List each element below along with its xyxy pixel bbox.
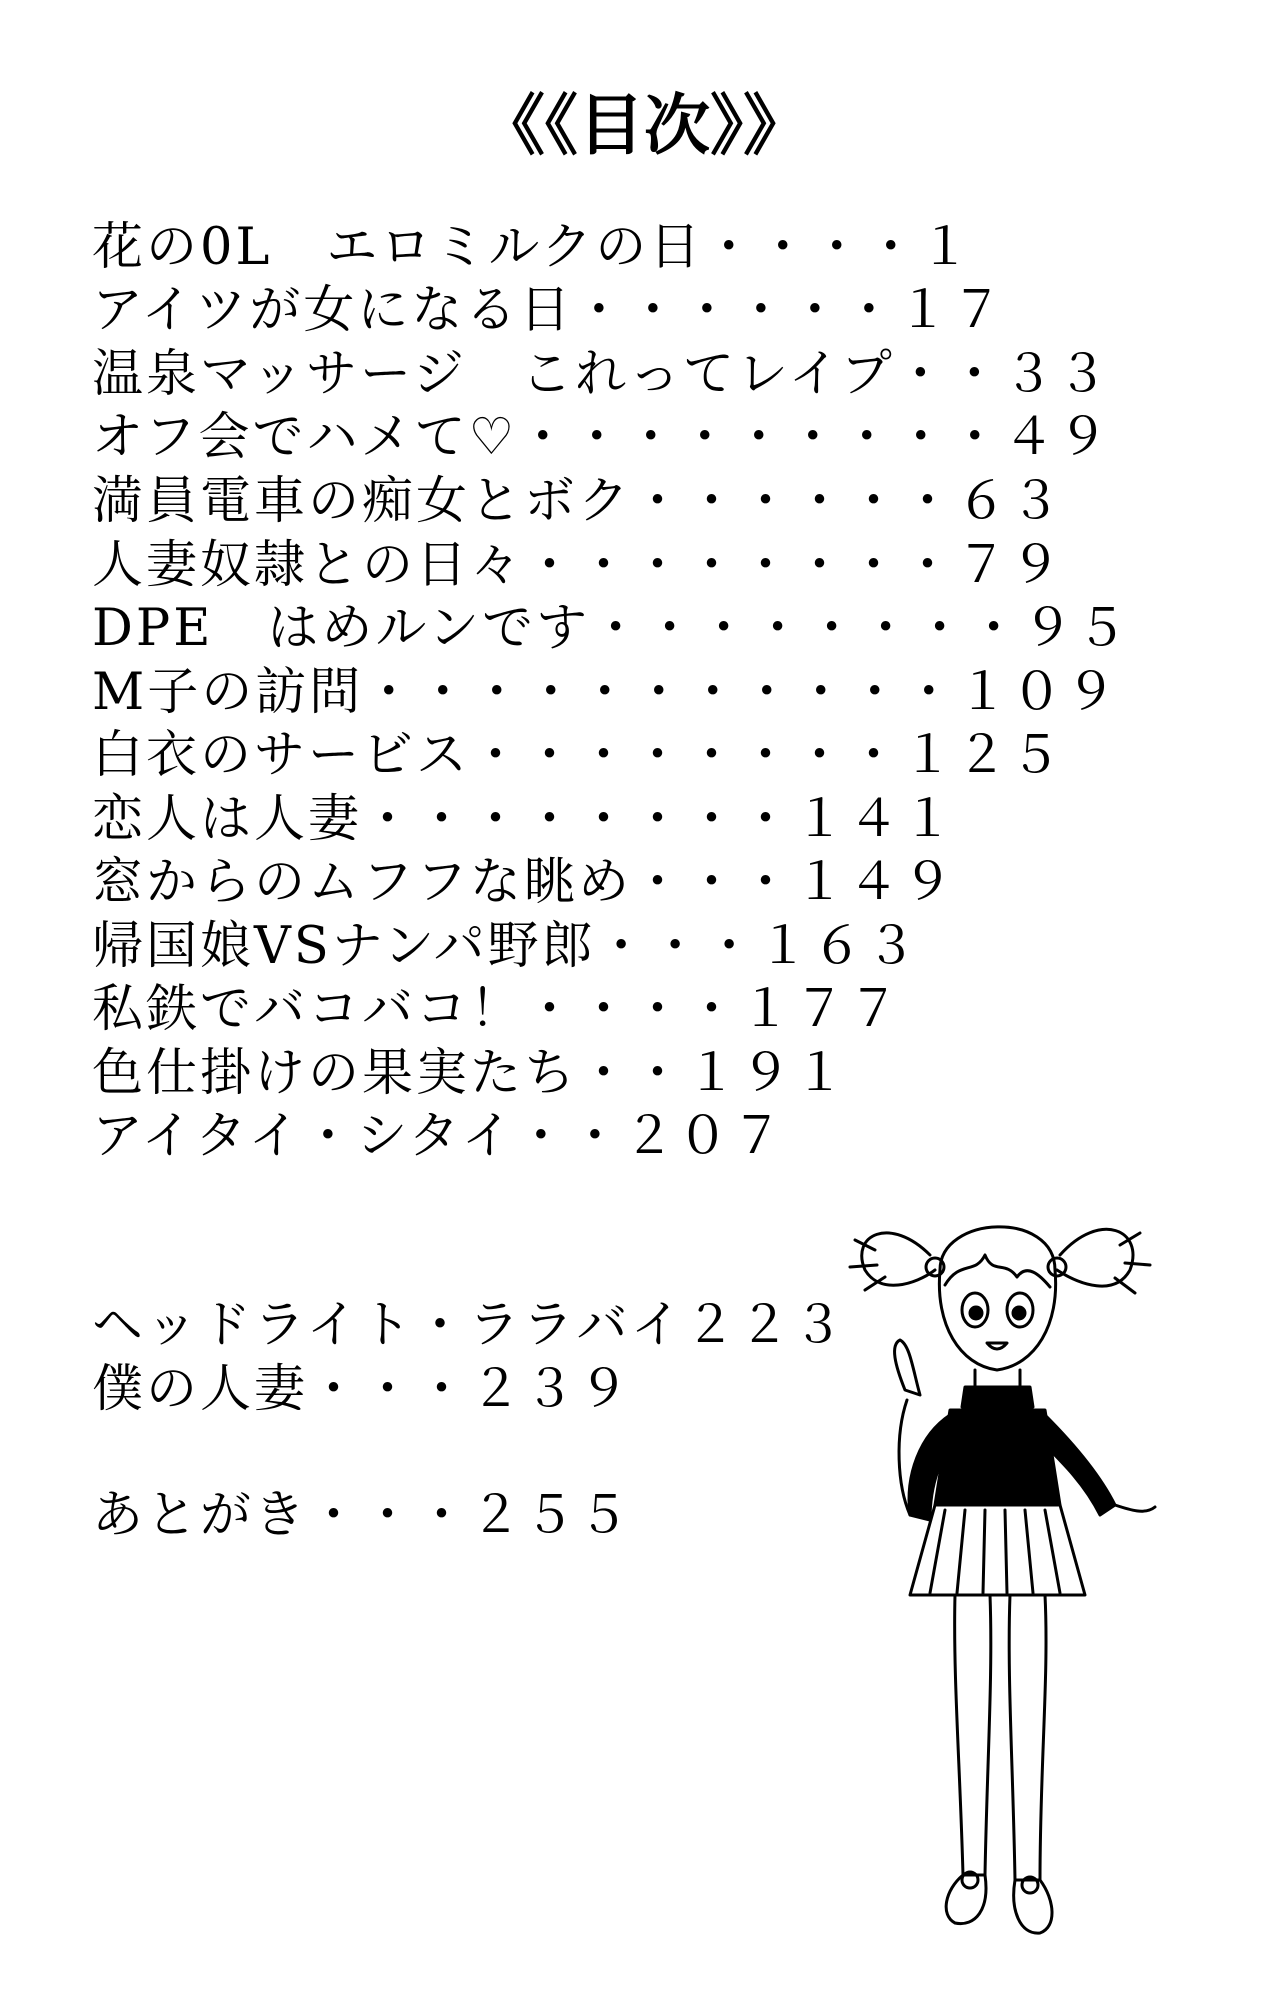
toc-entry-6: 人妻奴隷との日々・・・・・・・・７９ bbox=[92, 536, 1065, 595]
toc-entry-7: DPE はめルンです・・・・・・・・９５ bbox=[92, 599, 1131, 658]
toc-entry-18: あとがき・・・２５５ bbox=[92, 1486, 633, 1545]
page-title: 《《目次》》 bbox=[479, 86, 809, 164]
pointing-hand bbox=[895, 1340, 920, 1395]
toc-entry-13: 私鉄でバコバコ！・・・・１７７ bbox=[92, 980, 903, 1039]
toc-entry-5: 満員電車の痴女とボク・・・・・・６３ bbox=[92, 472, 1065, 531]
mouth bbox=[987, 1343, 1007, 1349]
toc-entry-8: M子の訪問・・・・・・・・・・・１０９ bbox=[92, 663, 1120, 722]
right-pupil bbox=[1013, 1307, 1025, 1319]
toc-entry-2: アイツが女になる日・・・・・・１７ bbox=[92, 281, 1006, 340]
left-leg-outer bbox=[955, 1595, 963, 1875]
right-pigtail bbox=[1057, 1229, 1133, 1286]
toc-entry-3: 温泉マッサージ これってレイプ・・３３ bbox=[92, 345, 1111, 404]
right-hand bbox=[1115, 1505, 1155, 1511]
left-pupil bbox=[970, 1307, 982, 1319]
left-leg-inner bbox=[985, 1595, 991, 1875]
toc-entry-1: 花の0L エロミルクの日・・・・１ bbox=[92, 218, 974, 277]
toc-entry-14: 色仕掛けの果実たち・・１９１ bbox=[92, 1044, 849, 1103]
left-pigtail bbox=[862, 1233, 935, 1285]
right-leg-inner bbox=[1009, 1595, 1015, 1880]
right-pigtail-strands bbox=[1115, 1233, 1150, 1293]
toc-entry-12: 帰国娘VSナンパ野郎・・・１６３ bbox=[92, 917, 920, 976]
toc-entry-4: オフ会でハメて♡・・・・・・・・・４９ bbox=[92, 408, 1112, 467]
toc-entry-15: アイタイ・シタイ・・２０７ bbox=[92, 1107, 786, 1166]
toc-entry-9: 白衣のサービス・・・・・・・・１２５ bbox=[92, 726, 1065, 785]
turtleneck-collar bbox=[962, 1387, 1033, 1407]
toc-entry-16: ヘッドライト・ララバイ２２３ bbox=[92, 1296, 847, 1355]
skirt-pleats bbox=[930, 1510, 1060, 1593]
right-leg-outer bbox=[1040, 1595, 1046, 1880]
toc-entry-10: 恋人は人妻・・・・・・・・１４１ bbox=[92, 790, 957, 849]
left-shoe bbox=[946, 1875, 986, 1924]
girl-illustration bbox=[835, 1175, 1265, 1975]
bangs bbox=[945, 1255, 1050, 1287]
toc-entry-11: 窓からのムフフな眺め・・・１４９ bbox=[92, 853, 957, 912]
toc-entry-17: 僕の人妻・・・２３９ bbox=[92, 1360, 633, 1419]
right-hair-tie bbox=[1048, 1258, 1066, 1276]
right-shoe bbox=[1014, 1880, 1052, 1933]
